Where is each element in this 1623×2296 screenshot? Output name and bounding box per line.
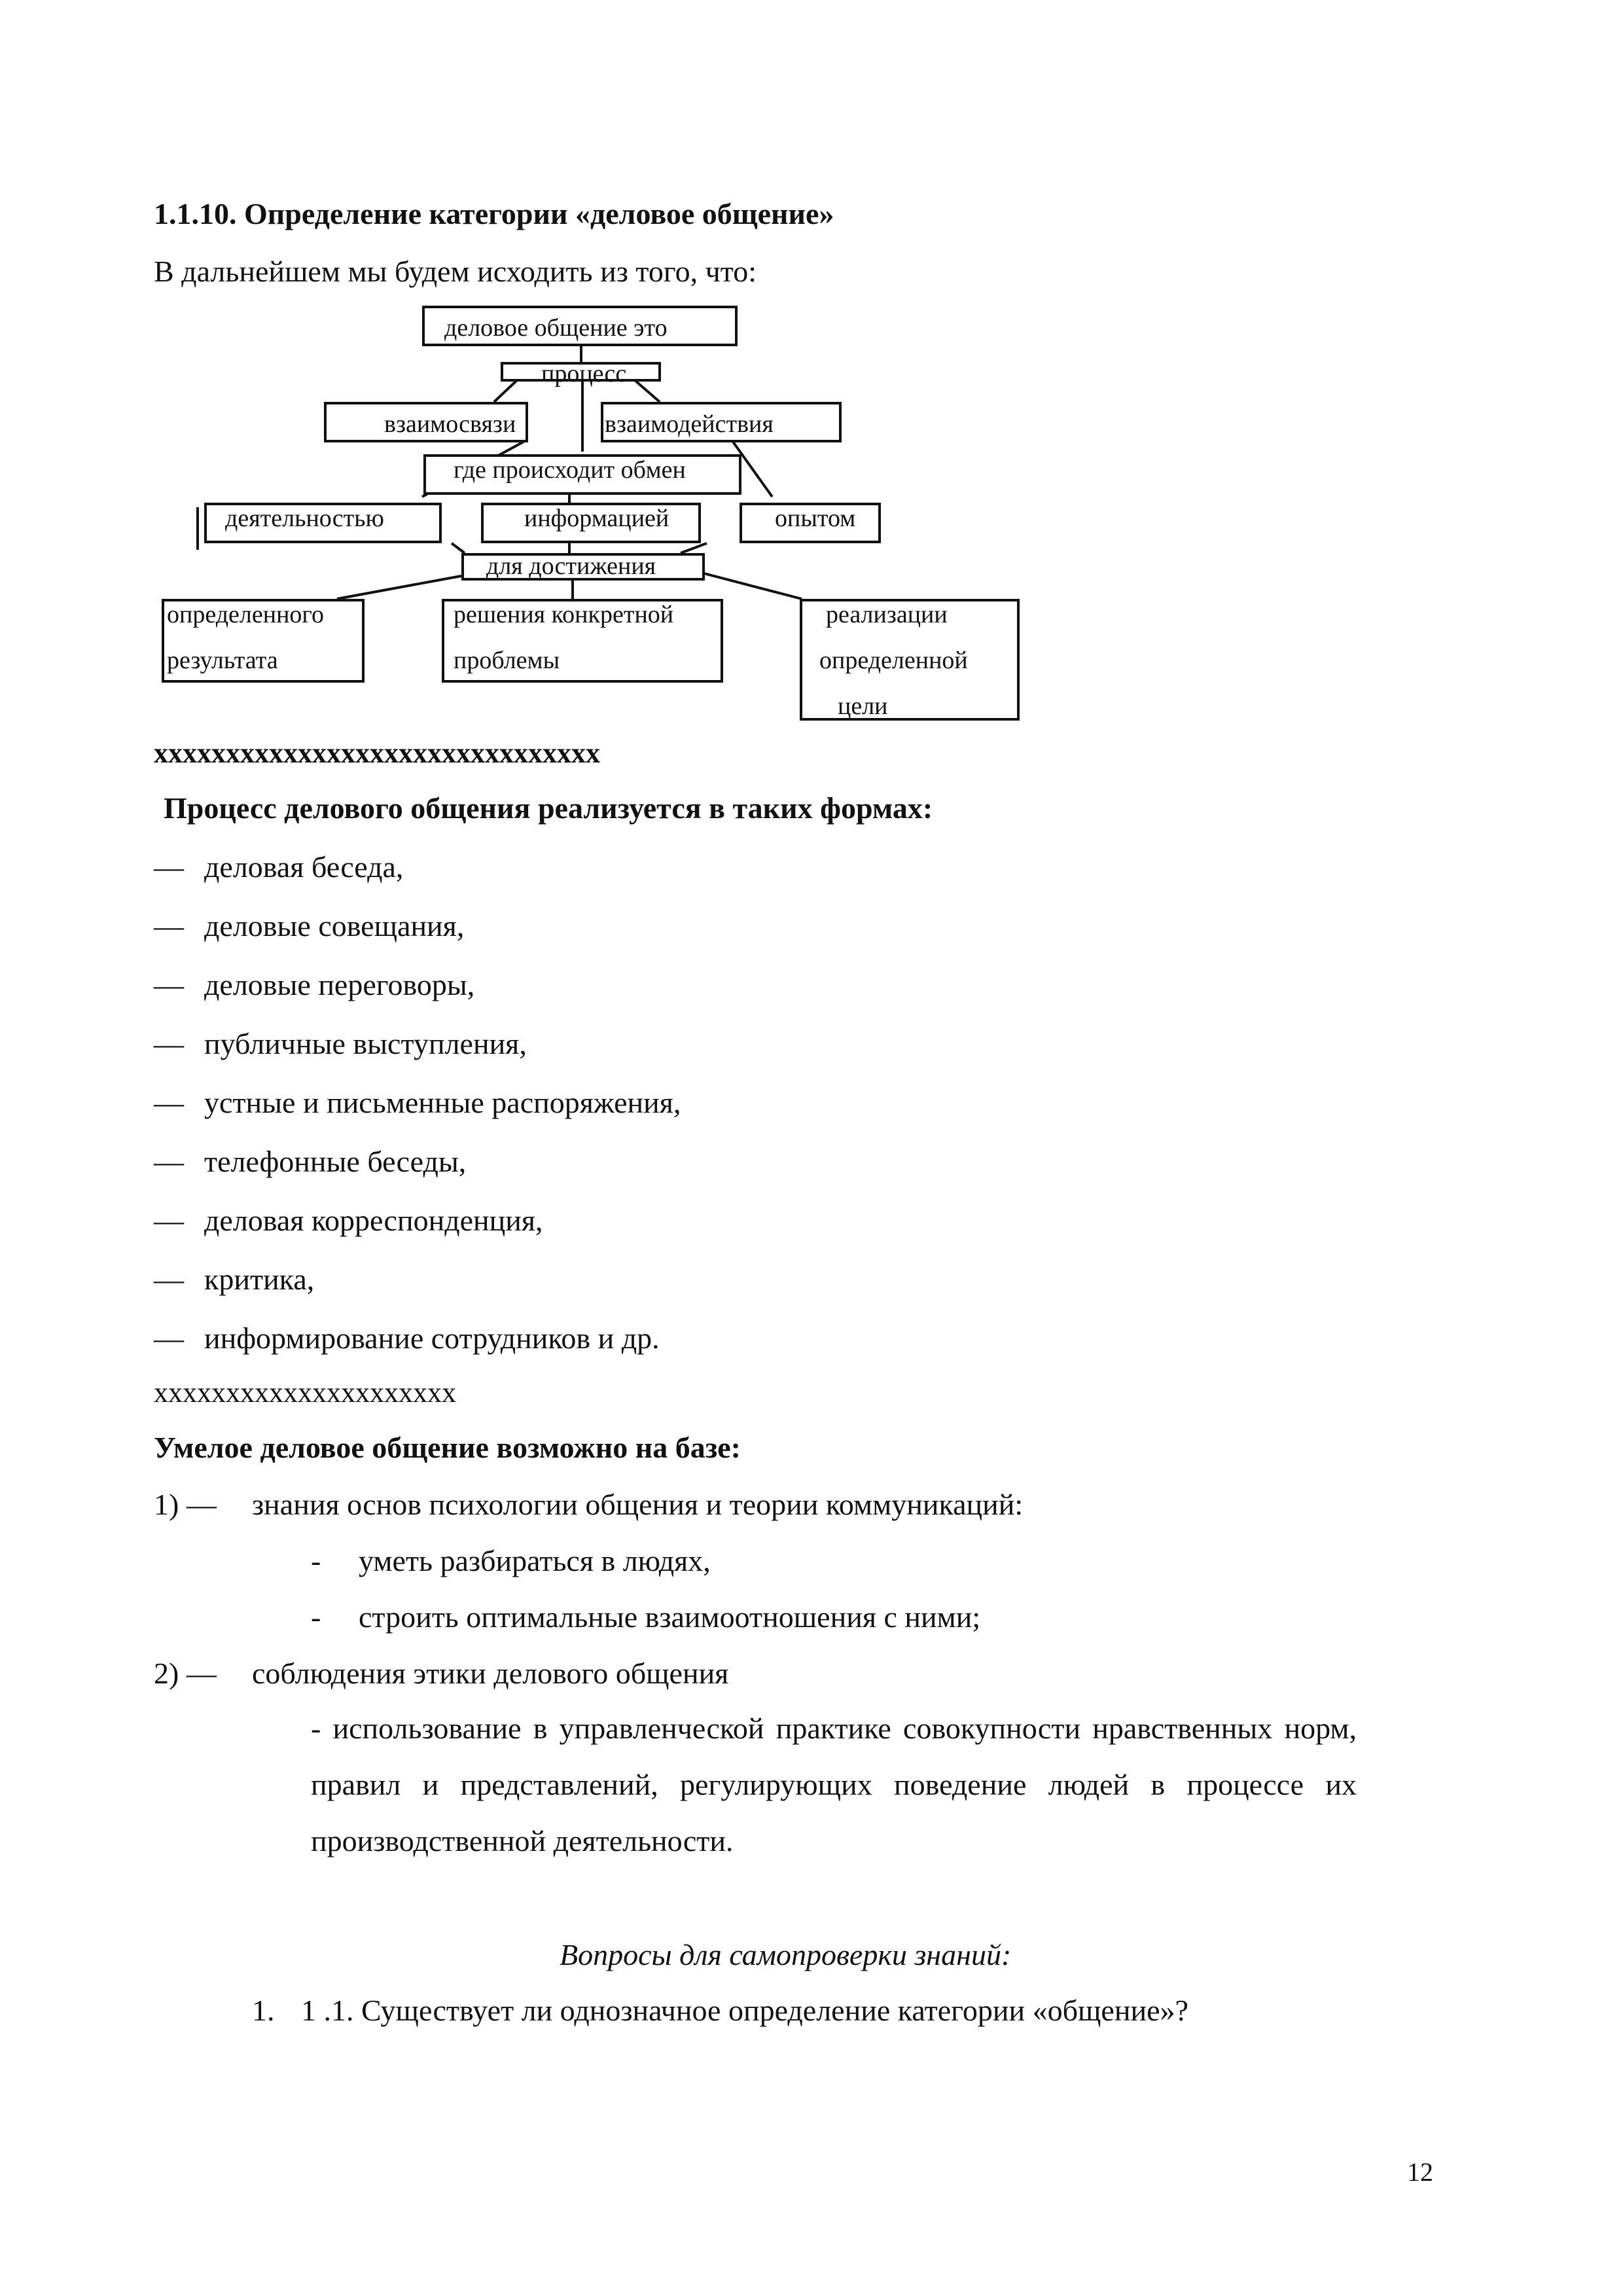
connector-purpose-goal1 (337, 576, 461, 599)
list-dash: — (154, 1321, 184, 1355)
basis-item-text: знания основ психологии общения и теории коммуникаций: (252, 1488, 1024, 1521)
sub-dash: - (311, 1600, 321, 1634)
basis-sub-item: строить оптимальные взаимоотношения с ними; (359, 1600, 981, 1634)
diagram-node-goal-problem: решения конкретной проблемы (442, 599, 723, 683)
list-item: публичные выступления, (204, 1027, 527, 1060)
diagram-node-link-left: взаимосвязи (324, 402, 528, 442)
list-item: деловая корреспонденция, (204, 1204, 543, 1237)
connector-activity-purpose (452, 543, 465, 553)
list-item: информирование сотрудников и др. (204, 1321, 660, 1355)
list-dash: — (154, 909, 184, 942)
connector-process-right (635, 380, 660, 402)
list-dash: — (154, 1263, 184, 1296)
separator-line: xxxxxxxxxxxxxxxxxxxxxxxxxxxxxxx (154, 737, 600, 769)
list-dash: — (154, 1086, 184, 1119)
sub-dash: - (311, 1544, 321, 1577)
connector-purpose-goal3 (694, 571, 802, 599)
page-number: 12 (1407, 2157, 1433, 2187)
diagram-node-activity: деятельностью (204, 503, 442, 543)
list-item: деловые совещания, (204, 909, 465, 942)
intro-text: В дальнейшем мы будем исходить из того, что: (154, 255, 757, 288)
diagram-node-link-right: взаимодействия (601, 402, 842, 442)
section-title: 1.1.10. Определение категории «деловое общение» (154, 197, 834, 230)
diagram-node-exchange: где происходит обмен (423, 454, 741, 495)
diagram-node-goal-target: реализации определенной цели (800, 599, 1020, 721)
diagram-node-process: процесс (501, 362, 661, 382)
list-dash: — (154, 850, 184, 884)
list-dash: — (154, 1204, 184, 1237)
basis-item-number: 2) — (154, 1657, 217, 1690)
separator-line: xxxxxxxxxxxxxxxxxxxxx (154, 1376, 456, 1408)
questions-title: Вопросы для самопроверки знаний: (560, 1938, 1012, 1971)
list-item: деловая беседа, (204, 850, 404, 884)
list-item: деловые переговоры, (204, 968, 475, 1001)
list-dash: — (154, 1027, 184, 1060)
diagram-node-root: деловое общение это (422, 306, 738, 346)
basis-sub-paragraph: - использование в управленческой практике совокупности нравственных норм, правил и представлений, регулирующих поведение людей в процессе их производственной деятельности. (311, 1712, 1357, 1857)
list-dash: — (154, 968, 184, 1001)
question-number: 1. (252, 1994, 275, 2027)
list-dash: — (154, 1145, 184, 1178)
list-item: устные и письменные распоряжения, (204, 1086, 681, 1119)
connector-process-left (494, 380, 517, 402)
diagram-node-goal-result: определенного результата (162, 599, 365, 683)
basis-heading: Умелое деловое общение возможно на базе: (154, 1431, 741, 1464)
basis-sub-item: уметь разбираться в людях, (359, 1544, 711, 1577)
diagram-node-information: информацией (481, 503, 701, 543)
basis-item-number: 1) — (154, 1488, 217, 1521)
basis-item-text: соблюдения этики делового общения (252, 1657, 729, 1690)
list-item: телефонные беседы, (204, 1145, 467, 1178)
list-item: критика, (204, 1263, 315, 1296)
question-text: 1 .1. Существует ли однозначное определение категории «общение»? (301, 1994, 1188, 2027)
forms-heading: Процесс делового общения реализуется в таких формах: (164, 791, 933, 825)
diagram-node-purpose: для достижения (461, 553, 705, 581)
diagram-node-experience: опытом (740, 503, 881, 543)
connector-experience-purpose (681, 543, 707, 553)
